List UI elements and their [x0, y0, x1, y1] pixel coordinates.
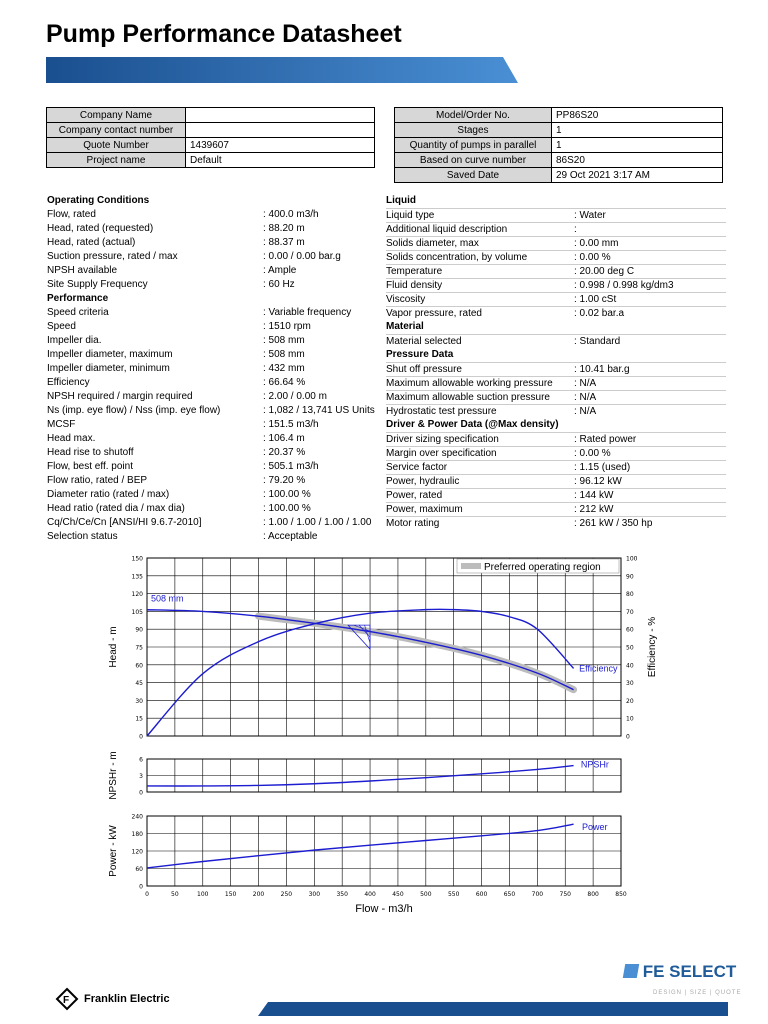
x-tick-label: 400 — [364, 891, 376, 898]
info-value: 1 — [552, 138, 723, 153]
y2-tick-label: 80 — [626, 591, 634, 599]
y-tick-label: 0 — [139, 733, 143, 741]
spec-label: Flow, rated — [47, 209, 96, 220]
spec-value: : 144 kW — [574, 490, 614, 501]
spec-value: : 0.00 % — [574, 448, 611, 459]
svg-text:F: F — [63, 995, 70, 1006]
info-row — [395, 138, 723, 153]
y2-tick-label: 50 — [626, 644, 634, 652]
right-spec-column — [386, 194, 722, 530]
spec-value: : 261 kW / 350 hp — [574, 518, 653, 529]
company-info-table — [46, 107, 375, 168]
spec-label: Site Supply Frequency — [47, 279, 148, 290]
spec-label: Solids concentration, by volume — [386, 252, 528, 263]
y-tick-label: 150 — [131, 555, 143, 563]
fe-select-text: FE SELECT — [642, 962, 737, 981]
info-row — [395, 168, 723, 183]
info-label: Company contact number — [47, 123, 186, 138]
x-tick-label: 350 — [336, 891, 348, 898]
spec-value: : Rated power — [574, 434, 637, 445]
info-row — [395, 153, 723, 168]
spec-value: : Variable frequency — [263, 307, 352, 318]
spec-label: Impeller diameter, minimum — [47, 363, 170, 374]
spec-label: Efficiency — [47, 377, 90, 388]
fe-select-icon — [623, 964, 639, 978]
spec-label: Driver sizing specification — [386, 434, 499, 445]
spec-row — [386, 404, 726, 418]
y-axis-label: Power - kW — [108, 825, 119, 877]
section-heading: Liquid — [386, 195, 416, 206]
spec-row — [386, 250, 726, 264]
preferred-region-band — [259, 616, 574, 690]
spec-value: : 1510 rpm — [263, 321, 311, 332]
spec-row — [386, 516, 726, 530]
spec-value: : 20.37 % — [263, 447, 306, 458]
y-tick-label: 0 — [139, 789, 143, 797]
left-spec-column — [47, 194, 377, 544]
spec-value: : 100.00 % — [263, 489, 311, 500]
spec-value: : 2.00 / 0.00 m — [263, 391, 327, 402]
x-tick-label: 150 — [224, 891, 237, 898]
info-label: Stages — [395, 123, 552, 138]
spec-value: : Acceptable — [263, 531, 318, 542]
spec-row — [47, 446, 377, 460]
spec-label: Impeller dia. — [47, 335, 102, 346]
info-row — [47, 108, 375, 123]
spec-label: Motor rating — [386, 518, 440, 529]
spec-value: : 0.998 / 0.998 kg/dm3 — [574, 280, 674, 291]
spec-row — [386, 222, 726, 236]
spec-label: MCSF — [47, 419, 76, 430]
spec-row — [386, 236, 726, 250]
spec-value: : Water — [574, 210, 606, 221]
info-value: PP86S20 — [552, 108, 723, 123]
y-tick-label: 240 — [131, 813, 143, 821]
spec-label: Head ratio (rated dia / max dia) — [47, 503, 185, 514]
spec-value: : 0.02 bar.a — [574, 308, 625, 319]
spec-label: Maximum allowable suction pressure — [386, 392, 550, 403]
x-tick-label: 0 — [145, 891, 149, 898]
info-label: Saved Date — [395, 168, 552, 183]
spec-label: Flow, best eff. point — [47, 461, 133, 472]
spec-label: Hydrostatic test pressure — [386, 406, 497, 417]
spec-row — [47, 516, 377, 530]
spec-row — [47, 334, 377, 348]
info-label: Quote Number — [47, 138, 186, 153]
spec-label: Ns (imp. eye flow) / Nss (imp. eye flow) — [47, 405, 221, 416]
y-tick-label: 105 — [131, 608, 143, 616]
x-tick-label: 750 — [559, 891, 571, 898]
info-label: Company Name — [47, 108, 186, 123]
y-tick-label: 180 — [131, 831, 143, 838]
spec-value: : 106.4 m — [263, 433, 305, 444]
spec-row — [47, 208, 377, 222]
spec-label: Temperature — [386, 266, 443, 277]
y2-tick-label: 60 — [626, 626, 634, 634]
spec-label: Margin over specification — [386, 448, 497, 459]
spec-row — [47, 376, 377, 390]
spec-label: Maximum allowable working pressure — [386, 378, 553, 389]
power-series-label: Power — [581, 822, 608, 833]
spec-row — [47, 530, 377, 544]
spec-row — [47, 488, 377, 502]
spec-row — [386, 208, 726, 222]
spec-value: : N/A — [574, 392, 597, 403]
spec-label: Head, rated (actual) — [47, 237, 136, 248]
y-tick-label: 0 — [139, 883, 143, 891]
y-tick-label: 30 — [135, 697, 143, 705]
x-tick-label: 800 — [587, 891, 599, 898]
spec-value: : 66.64 % — [263, 377, 306, 388]
impeller-diameter-label: 508 mm — [151, 593, 184, 604]
x-tick-label: 700 — [531, 891, 544, 898]
spec-value: : 432 mm — [263, 363, 305, 374]
x-tick-label: 250 — [280, 891, 293, 898]
spec-row — [386, 306, 726, 320]
spec-value: : 505.1 m3/h — [263, 461, 319, 472]
info-label: Project name — [47, 153, 186, 168]
spec-label: Liquid type — [386, 210, 435, 221]
spec-row — [47, 264, 377, 278]
spec-value: : 1,082 / 13,741 US Units — [263, 405, 375, 416]
info-row — [47, 138, 375, 153]
spec-row — [386, 474, 726, 488]
spec-row — [47, 236, 377, 250]
spec-value: : 96.12 kW — [574, 476, 622, 487]
spec-row — [47, 460, 377, 474]
x-tick-label: 450 — [392, 891, 404, 898]
spec-value: : Standard — [574, 336, 621, 347]
y2-axis-label: Efficiency - % — [647, 616, 658, 678]
info-row — [47, 123, 375, 138]
spec-value: : 400.0 m3/h — [263, 209, 319, 220]
legend-label: Preferred operating region — [484, 562, 601, 573]
section-heading: Performance — [47, 293, 109, 304]
y2-tick-label: 40 — [626, 662, 634, 670]
spec-row — [386, 264, 726, 278]
x-tick-label: 200 — [252, 891, 265, 898]
fe-select-logo — [624, 962, 736, 982]
spec-value: : 212 kW — [574, 504, 614, 515]
spec-row — [47, 418, 377, 432]
y-tick-label: 15 — [135, 715, 143, 723]
franklin-electric-logo — [56, 988, 170, 1010]
y-tick-label: 60 — [135, 662, 143, 670]
y-tick-label: 3 — [139, 773, 143, 780]
spec-value: : N/A — [574, 378, 597, 389]
spec-row — [47, 320, 377, 334]
y-tick-label: 90 — [135, 626, 143, 634]
model-info-table — [394, 107, 723, 183]
spec-label: Impeller diameter, maximum — [47, 349, 173, 360]
spec-label: Power, hydraulic — [386, 476, 460, 487]
spec-row — [47, 432, 377, 446]
info-value — [186, 108, 375, 123]
spec-value: : 20.00 deg C — [574, 266, 635, 277]
info-value — [186, 123, 375, 138]
info-label: Quantity of pumps in parallel — [395, 138, 552, 153]
spec-value: : 508 mm — [263, 349, 305, 360]
spec-row — [47, 404, 377, 418]
x-tick-label: 500 — [420, 891, 432, 898]
y-axis-label: NPSHr - m — [108, 751, 119, 800]
spec-label: Head rise to shutoff — [47, 447, 134, 458]
spec-value: : 88.20 m — [263, 223, 305, 234]
spec-label: Vapor pressure, rated — [386, 308, 482, 319]
section-heading: Operating Conditions — [47, 195, 150, 206]
spec-row — [386, 502, 726, 516]
y-tick-label: 6 — [139, 756, 143, 764]
spec-value: : 60 Hz — [263, 279, 295, 290]
spec-row — [386, 446, 726, 460]
y-tick-label: 120 — [131, 848, 143, 856]
x-tick-label: 850 — [615, 891, 627, 898]
info-value: 1439607 — [186, 138, 375, 153]
header-band — [0, 57, 768, 83]
section-heading: Driver & Power Data (@Max density) — [386, 419, 559, 430]
spec-row — [47, 222, 377, 236]
spec-label: Power, rated — [386, 490, 443, 501]
spec-label: Speed criteria — [47, 307, 109, 318]
spec-label: NPSH required / margin required — [47, 391, 193, 402]
legend-swatch — [461, 563, 481, 569]
spec-row — [386, 362, 726, 376]
fe-select-tagline: DESIGN | SIZE | QUOTE — [653, 990, 742, 996]
franklin-logo-icon — [56, 988, 78, 1010]
spec-value: : 0.00 % — [574, 252, 611, 263]
x-tick-label: 650 — [503, 891, 516, 898]
spec-row — [47, 390, 377, 404]
spec-value: : 0.00 / 0.00 bar.g — [263, 251, 341, 262]
npshr-series-label: NPSHr — [580, 759, 609, 770]
page-title: Pump Performance Datasheet — [46, 20, 402, 48]
spec-value: : 1.00 cSt — [574, 294, 617, 305]
spec-row — [386, 292, 726, 306]
franklin-logo-text: Franklin Electric — [84, 993, 170, 1005]
spec-label: NPSH available — [47, 265, 118, 276]
footer-band — [258, 1002, 728, 1016]
y-tick-label: 135 — [131, 573, 143, 581]
section-heading: Material — [386, 321, 424, 332]
spec-value: : — [574, 224, 577, 235]
info-label: Based on curve number — [395, 153, 552, 168]
x-tick-label: 300 — [308, 891, 321, 898]
info-value: Default — [186, 153, 375, 168]
y-tick-label: 60 — [135, 866, 143, 873]
info-row — [395, 123, 723, 138]
y2-tick-label: 30 — [626, 680, 634, 688]
spec-row — [386, 432, 726, 446]
spec-value: : N/A — [574, 406, 597, 417]
spec-value: : 10.41 bar.g — [574, 364, 630, 375]
spec-value: : 508 mm — [263, 335, 305, 346]
spec-row — [386, 376, 726, 390]
spec-label: Shut off pressure — [386, 364, 462, 375]
spec-label: Head max. — [47, 433, 96, 444]
spec-label: Diameter ratio (rated / max) — [47, 489, 170, 500]
x-tick-label: 50 — [171, 891, 179, 898]
spec-value: : Ample — [263, 265, 297, 276]
spec-label: Suction pressure, rated / max — [47, 251, 178, 262]
spec-label: Speed — [47, 321, 76, 332]
spec-label: Viscosity — [386, 294, 426, 305]
spec-label: Power, maximum — [386, 504, 463, 515]
y-tick-label: 45 — [135, 680, 143, 688]
spec-row — [386, 334, 726, 348]
spec-row — [47, 306, 377, 320]
spec-label: Head, rated (requested) — [47, 223, 154, 234]
spec-row — [47, 348, 377, 362]
y-tick-label: 75 — [135, 644, 143, 652]
spec-value: : 100.00 % — [263, 503, 311, 514]
y2-tick-label: 0 — [626, 733, 630, 741]
y2-tick-label: 70 — [626, 608, 634, 616]
info-label: Model/Order No. — [395, 108, 552, 123]
y2-tick-label: 20 — [626, 697, 634, 705]
x-tick-label: 550 — [447, 891, 460, 898]
spec-value: : 1.15 (used) — [574, 462, 631, 473]
info-value: 86S20 — [552, 153, 723, 168]
pump-curve-chart — [100, 548, 658, 923]
spec-label: Material selected — [386, 336, 462, 347]
y-tick-label: 120 — [131, 591, 143, 599]
spec-label: Fluid density — [386, 280, 443, 291]
spec-row — [386, 278, 726, 292]
spec-row — [47, 250, 377, 264]
spec-value: : 151.5 m3/h — [263, 419, 319, 430]
spec-value: : 1.00 / 1.00 / 1.00 / 1.00 — [263, 517, 372, 528]
spec-row — [386, 488, 726, 502]
y2-tick-label: 10 — [626, 715, 634, 723]
spec-row — [47, 362, 377, 376]
spec-label: Cq/Ch/Ce/Cn [ANSI/HI 9.6.7-2010] — [47, 517, 202, 528]
y2-tick-label: 90 — [626, 573, 634, 581]
info-row — [395, 108, 723, 123]
x-tick-label: 100 — [197, 891, 209, 898]
y-axis-label: Head - m — [108, 626, 119, 668]
spec-value: : 88.37 m — [263, 237, 305, 248]
x-tick-label: 600 — [475, 891, 488, 898]
y2-tick-label: 100 — [626, 555, 638, 563]
info-value: 29 Oct 2021 3:17 AM — [552, 168, 723, 183]
spec-label: Flow ratio, rated / BEP — [47, 475, 148, 486]
efficiency-series-label: Efficiency — [579, 663, 618, 674]
info-row — [47, 153, 375, 168]
spec-label: Solids diameter, max — [386, 238, 479, 249]
spec-label: Selection status — [47, 531, 118, 542]
spec-value: : 0.00 mm — [574, 238, 619, 249]
spec-label: Service factor — [386, 462, 448, 473]
spec-label: Additional liquid description — [386, 224, 508, 235]
spec-value: : 79.20 % — [263, 475, 306, 486]
spec-row — [386, 460, 726, 474]
x-axis-label: Flow - m3/h — [355, 903, 413, 915]
info-value: 1 — [552, 123, 723, 138]
section-heading: Pressure Data — [386, 349, 454, 360]
spec-row — [47, 278, 377, 292]
spec-row — [386, 390, 726, 404]
spec-row — [47, 474, 377, 488]
spec-row — [47, 502, 377, 516]
